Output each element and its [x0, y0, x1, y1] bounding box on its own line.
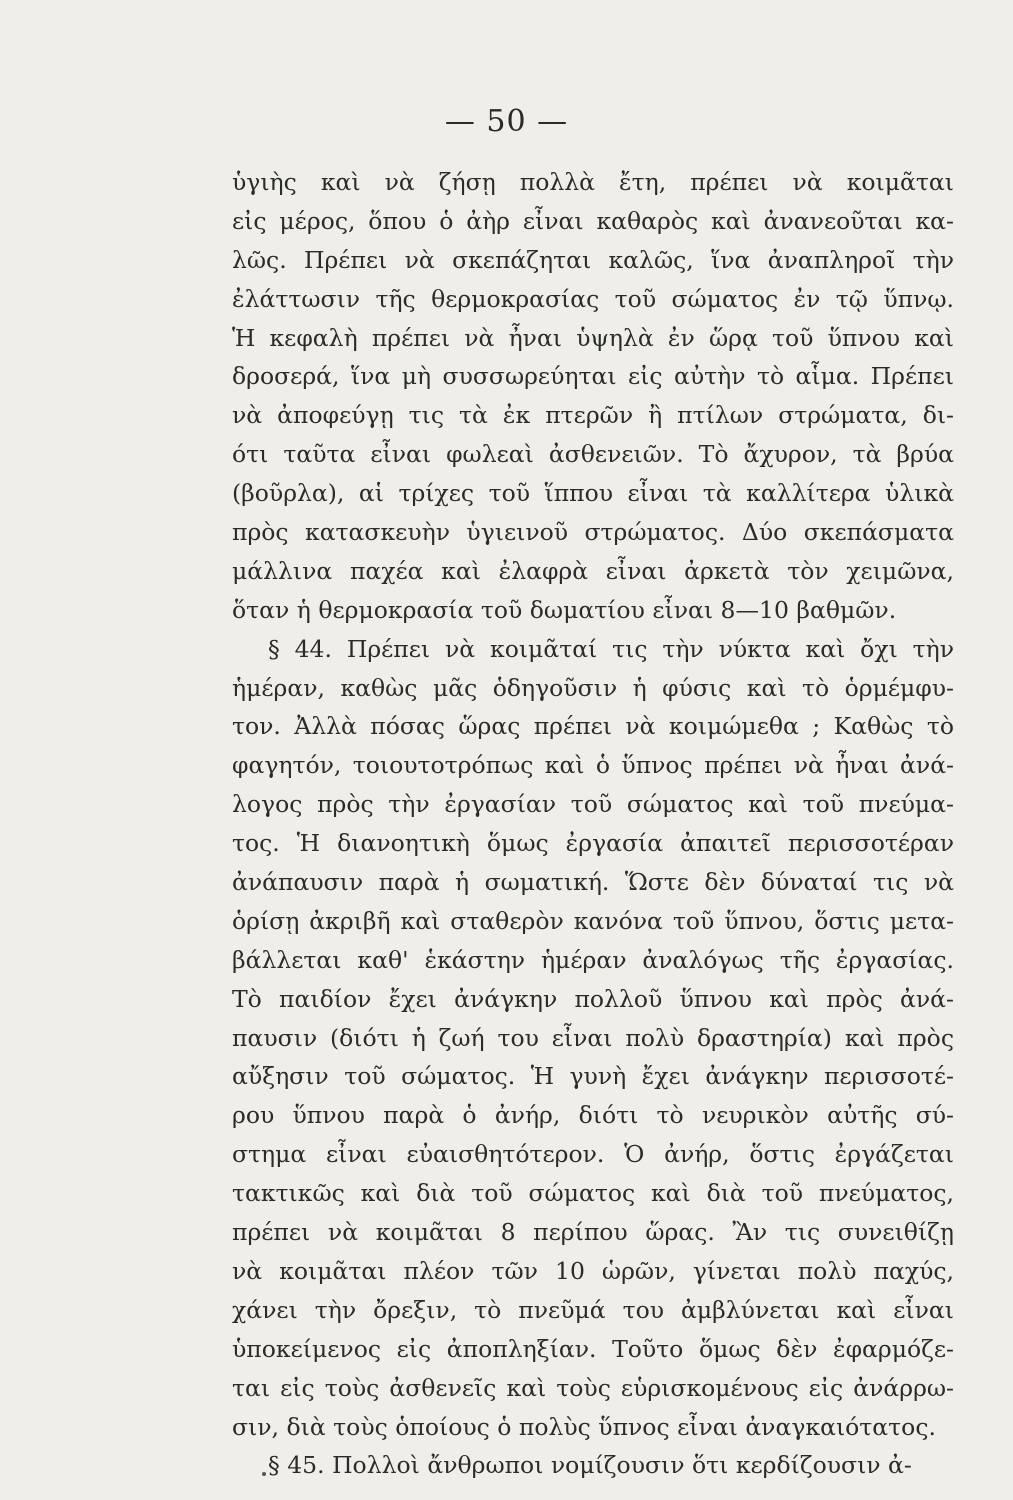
text-line: πρὸς κατασκευὴν ὑγιεινοῦ στρώματος. Δύο σκεπάσματα — [232, 518, 954, 547]
text-line: ται εἰς τοὺς ἀσθενεῖς καὶ τοὺς εὑρισκομένους εἰς ἀνάρρω- — [232, 1373, 954, 1402]
text-line: Ἡ κεφαλὴ πρέπει νὰ ἦναι ὑψηλὰ ἐν ὥρᾳ τοῦ ὕπνου καὶ — [232, 323, 954, 352]
section-44-heading-line: § 44. Πρέπει νὰ κοιμᾶταί τις τὴν νύκτα καὶ ὄχι τὴν — [268, 634, 954, 663]
body-text — [232, 163, 954, 1485]
text-line: (βοῦρλα), αἱ τρίχες τοῦ ἵππου εἶναι τὰ καλλίτερα ὑλικὰ — [232, 479, 954, 508]
text-line: λῶς. Πρέπει νὰ σκεπάζηται καλῶς, ἵνα ἀναπληροῖ τὴν — [232, 245, 954, 274]
text-line: τακτικῶς καὶ διὰ τοῦ σώματος καὶ διὰ τοῦ πνεύματος, — [232, 1179, 954, 1208]
text-line: ἡμέραν, καθὼς μᾶς ὁδηγοῦσιν ἡ φύσις καὶ τὸ ὁρμέμφυ- — [232, 673, 954, 702]
text-line: νὰ κοιμᾶται πλέον τῶν 10 ὡρῶν, γίνεται πολὺ παχύς, — [232, 1256, 954, 1285]
page-number: — 50 — — [444, 104, 569, 139]
text-line: τον. Ἀλλὰ πόσας ὥρας πρέπει νὰ κοιμώμεθα ; Καθὼς τὸ — [232, 712, 954, 741]
text-line: στημα εἶναι εὐαισθητότερον. Ὁ ἀνήρ, ὅστις ἐργάζεται — [232, 1140, 954, 1169]
text-line: νὰ ἀποφεύγῃ τις τὰ ἐκ πτερῶν ἢ πτίλων στρώματα, δι- — [232, 401, 954, 430]
text-line: βάλλεται καθ' ἑκάστην ἡμέραν ἀναλόγως τῆς ἐργασίας. — [232, 945, 954, 974]
text-line: λογος πρὸς τὴν ἐργασίαν τοῦ σώματος καὶ τοῦ πνεύμα- — [232, 790, 954, 819]
text-line: ἐλάττωσιν τῆς θερμοκρασίας τοῦ σώματος ἐν τῷ ὕπνῳ. — [232, 284, 954, 313]
text-line: ὑγιὴς καὶ νὰ ζήσῃ πολλὰ ἔτη, πρέπει νὰ κοιμᾶται — [232, 168, 954, 196]
text-line: εἰς μέρος, ὅπου ὁ ἀὴρ εἶναι καθαρὸς καὶ ἀνανεοῦται κα- — [232, 206, 954, 235]
text-line: αὔξησιν τοῦ σώματος. Ἡ γυνὴ ἔχει ἀνάγκην περισσοτέ- — [232, 1062, 954, 1091]
text-line: ὅταν ἡ θερμοκρασία τοῦ δωματίου εἶναι 8—10 βαθμῶν. — [232, 595, 897, 624]
text-line: δροσερά, ἵνα μὴ συσσωρεύηται εἰς αὐτὴν τὸ αἷμα. Πρέπει — [232, 362, 954, 391]
text-line: μάλλινα παχέα καὶ ἐλαφρὰ εἶναι ἀρκετὰ τὸν χειμῶνα, — [232, 556, 954, 585]
text-line: τος. Ἡ διανοητικὴ ὅμως ἐργασία ἀπαιτεῖ περισσοτέραν — [232, 829, 954, 858]
text-line: ὁρίσῃ ἀκριβῆ καὶ σταθερὸν κανόνα τοῦ ὕπνου, ὅστις μετα- — [232, 906, 954, 935]
text-line: παυσιν (διότι ἡ ζωή του εἶναι πολὺ δραστηρία) καὶ πρὸς — [232, 1023, 954, 1052]
section-45-heading-line: § 45. Πολλοὶ ἄνθρωποι νομίζουσιν ὅτι κερδίζουσιν ἀ- — [268, 1451, 912, 1480]
text-line: Τὸ παιδίον ἔχει ἀνάγκην πολλοῦ ὕπνου καὶ πρὸς ἀνά- — [232, 984, 954, 1013]
text-line: ρου ὕπνου παρὰ ὁ ἀνήρ, διότι τὸ νευρικὸν αὐτῆς σύ- — [232, 1101, 954, 1130]
text-line: φαγητόν, τοιουτοτρόπως καὶ ὁ ὕπνος πρέπει νὰ ἦναι ἀνά- — [232, 751, 954, 780]
ink-speck — [262, 1472, 266, 1476]
text-line: ἀνάπαυσιν παρὰ ἡ σωματική. Ὥστε δὲν δύναταί τις νὰ — [232, 868, 954, 897]
text-line: πρέπει νὰ κοιμᾶται 8 περίπου ὥρας. Ἂν τις συνειθίζῃ — [232, 1218, 954, 1247]
text-line: σιν, διὰ τοὺς ὁποίους ὁ πολὺς ὕπνος εἶναι ἀναγκαιότατος. — [232, 1412, 936, 1441]
text-line: χάνει τὴν ὄρεξιν, τὸ πνεῦμά του ἀμβλύνεται καὶ εἶναι — [232, 1295, 954, 1324]
text-line: ότι ταῦτα εἶναι φωλεαὶ ἀσθενειῶν. Τὸ ἄχυρον, τὰ βρύα — [232, 440, 954, 469]
text-line: ὑποκείμενος εἰς ἀποπληξίαν. Τοῦτο ὅμως δὲν ἐφαρμόζε- — [232, 1334, 954, 1363]
